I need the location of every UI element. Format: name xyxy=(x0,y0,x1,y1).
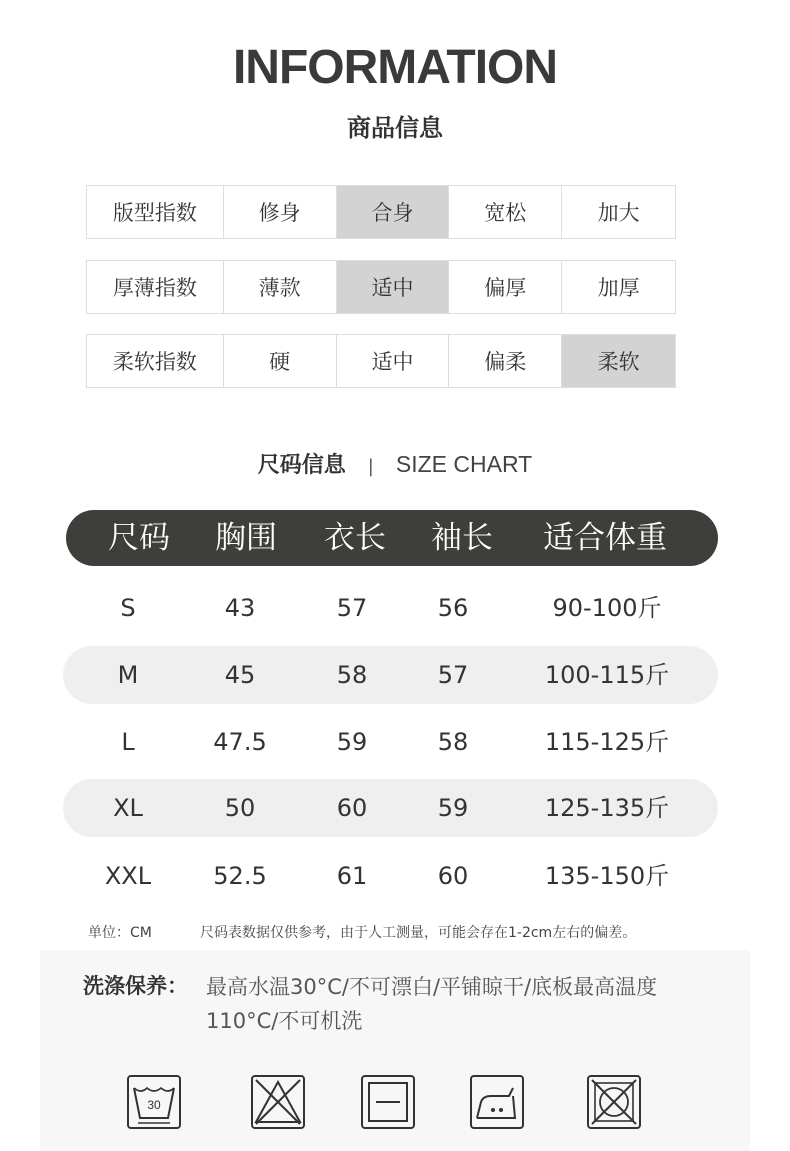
column-header-weight: 适合体重 xyxy=(543,520,667,556)
cell-sleeve: 59 xyxy=(437,794,469,822)
table-row xyxy=(63,579,718,637)
page-subtitle: 商品信息 xyxy=(347,114,443,142)
unit-label: 单位：CM xyxy=(88,925,152,941)
page-title: INFORMATION xyxy=(232,41,558,94)
fit-option-slim: 修身 xyxy=(224,186,337,238)
wash-temp-label: 30 xyxy=(147,1098,161,1112)
column-header-sleeve: 袖长 xyxy=(431,520,493,556)
cell-length: 58 xyxy=(336,661,368,689)
measurement-note: 尺码表数据仅供参考，由于人工测量，可能会存在1-2cm左右的偏差。 xyxy=(200,925,637,941)
heading-separator: | xyxy=(367,456,374,477)
cell-chest: 52.5 xyxy=(213,862,267,890)
cell-chest: 43 xyxy=(224,594,256,622)
size-table-header xyxy=(66,510,718,566)
cell-chest: 50 xyxy=(224,794,256,822)
cell-length: 60 xyxy=(336,794,368,822)
table-row xyxy=(63,847,718,905)
softness-option-hard: 硬 xyxy=(224,335,337,387)
softness-option-soft: 柔软 xyxy=(562,335,675,387)
cell-weight: 90-100斤 xyxy=(552,594,662,622)
fit-index-label: 版型指数 xyxy=(87,186,224,238)
size-chart-heading xyxy=(0,448,790,479)
iron-medium-icon xyxy=(469,1074,525,1130)
cell-weight: 115-125斤 xyxy=(544,728,670,756)
table-row xyxy=(63,646,718,704)
thickness-option-medium: 适中 xyxy=(337,261,450,313)
column-header-size: 尺码 xyxy=(108,520,170,556)
fit-index-row xyxy=(86,185,676,239)
softness-option-slightly-soft: 偏柔 xyxy=(449,335,562,387)
size-chart-heading-en: SIZE CHART xyxy=(395,451,533,477)
thickness-option-thin: 薄款 xyxy=(224,261,337,313)
cell-size: L xyxy=(121,728,135,756)
softness-index-row xyxy=(86,334,676,388)
care-instructions: 最高水温30°C/不可漂白/平铺晾干/底板最高温度110°C/不可机洗 xyxy=(206,975,658,1033)
cell-sleeve: 57 xyxy=(437,661,469,689)
cell-length: 57 xyxy=(336,594,368,622)
thickness-index-label: 厚薄指数 xyxy=(87,261,224,313)
cell-size: S xyxy=(120,594,136,622)
cell-sleeve: 60 xyxy=(437,862,469,890)
cell-sleeve: 56 xyxy=(437,594,469,622)
thickness-option-thick: 偏厚 xyxy=(449,261,562,313)
softness-index-label: 柔软指数 xyxy=(87,335,224,387)
fit-option-loose: 宽松 xyxy=(449,186,562,238)
softness-option-medium: 适中 xyxy=(337,335,450,387)
cell-length: 61 xyxy=(336,862,368,890)
wash-30-icon xyxy=(126,1074,182,1130)
cell-weight: 135-150斤 xyxy=(544,862,670,890)
cell-weight: 125-135斤 xyxy=(544,794,670,822)
table-row xyxy=(63,779,718,837)
dry-flat-icon xyxy=(360,1074,416,1130)
no-machine-wash-icon xyxy=(586,1074,642,1130)
thickness-index-row xyxy=(86,260,676,314)
thickness-option-extra-thick: 加厚 xyxy=(597,276,640,300)
fit-option-regular: 合身 xyxy=(337,186,450,238)
cell-weight: 100-115斤 xyxy=(544,661,670,689)
care-label: 洗涤保养： xyxy=(83,974,188,998)
cell-size: XL xyxy=(113,794,143,822)
column-header-length: 衣长 xyxy=(324,520,386,556)
cell-chest: 45 xyxy=(224,661,256,689)
table-row xyxy=(63,713,718,771)
cell-chest: 47.5 xyxy=(213,728,267,756)
cell-size: XXL xyxy=(104,862,152,890)
size-chart-heading-zh: 尺码信息 xyxy=(257,453,346,478)
cell-length: 59 xyxy=(336,728,368,756)
cell-sleeve: 58 xyxy=(437,728,469,756)
no-bleach-icon xyxy=(250,1074,306,1130)
cell-size: M xyxy=(117,661,139,689)
fit-option-oversized: 加大 xyxy=(597,201,640,225)
column-header-chest: 胸围 xyxy=(215,520,277,556)
